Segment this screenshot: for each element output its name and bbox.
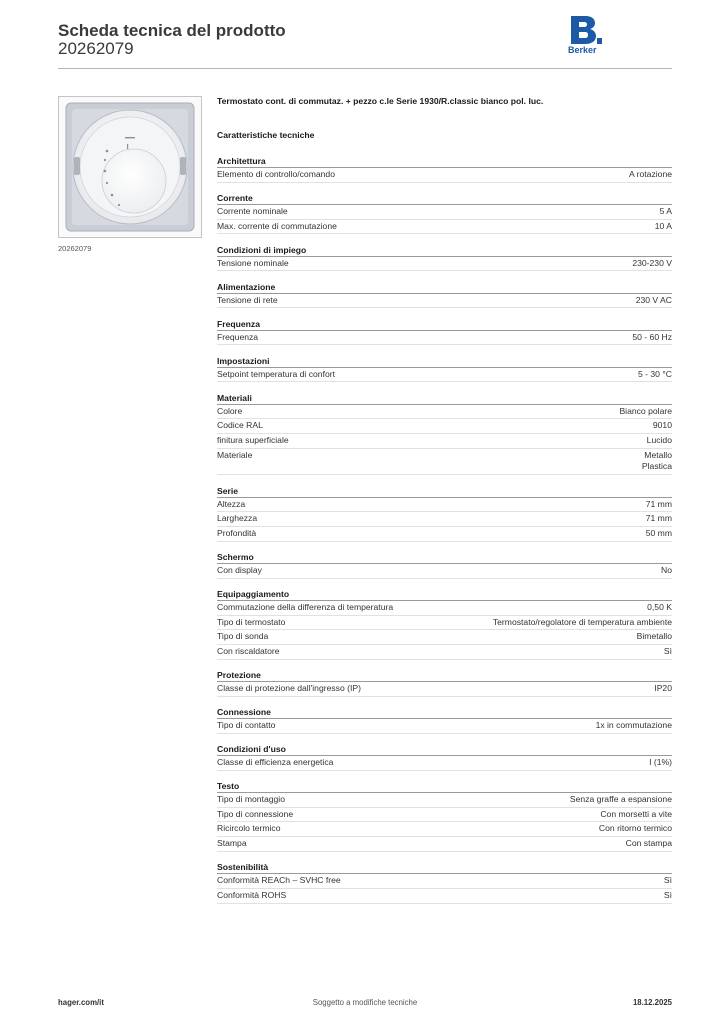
spec-row bbox=[217, 434, 672, 449]
section-title: Testo bbox=[217, 780, 672, 793]
spec-section bbox=[217, 155, 672, 183]
spec-section bbox=[217, 588, 672, 660]
spec-section bbox=[217, 743, 672, 771]
spec-row bbox=[217, 527, 672, 542]
section-title: Corrente bbox=[217, 192, 672, 205]
spec-label: Tensione di rete bbox=[217, 294, 278, 305]
spec-label: Max. corrente di commutazione bbox=[217, 220, 337, 231]
section-title: Impostazioni bbox=[217, 355, 672, 368]
spec-label: Setpoint temperatura di confort bbox=[217, 368, 335, 379]
spec-label: Classe di efficienza energetica bbox=[217, 757, 334, 768]
spec-section bbox=[217, 780, 672, 852]
product-image bbox=[58, 96, 202, 238]
spec-row bbox=[217, 630, 672, 645]
section-title: Protezione bbox=[217, 669, 672, 682]
spec-row bbox=[217, 405, 672, 420]
spec-label: Commutazione della differenza di temperatura bbox=[217, 601, 394, 612]
spec-value: 230 V AC bbox=[635, 294, 672, 305]
spec-label: Con riscaldatore bbox=[217, 646, 280, 657]
spec-section bbox=[217, 244, 672, 272]
spec-row bbox=[217, 257, 672, 272]
spec-row bbox=[217, 564, 672, 579]
spec-value: Sì bbox=[663, 875, 672, 886]
section-title: Serie bbox=[217, 485, 672, 498]
footer-website[interactable]: hager.com/it bbox=[58, 998, 104, 1007]
spec-value: 1x in commutazione bbox=[595, 720, 672, 731]
section-title: Schermo bbox=[217, 551, 672, 564]
section-title: Sostenibilità bbox=[217, 861, 672, 874]
spec-label: Tipo di connessione bbox=[217, 808, 294, 819]
spec-value: 71 mm bbox=[645, 498, 672, 509]
spec-value: 5 A bbox=[659, 206, 672, 216]
spec-row bbox=[217, 808, 672, 823]
product-description: Termostato cont. di commutaz. + pezzo c.le Serie 1930/R.classic bianco pol. luc. bbox=[217, 96, 544, 106]
section-title: Frequenza bbox=[217, 318, 672, 331]
spec-row bbox=[217, 168, 672, 183]
spec-label: Colore bbox=[217, 405, 243, 416]
spec-value: 50 - 60 Hz bbox=[632, 331, 672, 342]
spec-value: Termostato/regolatore di temperatura ambiente bbox=[492, 616, 672, 627]
spec-value: IP20 bbox=[654, 683, 672, 694]
section-title: Equipaggiamento bbox=[217, 588, 672, 601]
product-code: 20262079 bbox=[58, 39, 134, 58]
spec-value: Con morsetti a vite bbox=[600, 808, 672, 819]
section-title: Condizioni di impiego bbox=[217, 244, 672, 257]
spec-value: Sì bbox=[663, 646, 672, 657]
spec-row bbox=[217, 368, 672, 383]
spec-row bbox=[217, 205, 672, 220]
spec-value: Sì bbox=[663, 889, 672, 900]
brand-logo bbox=[566, 15, 606, 57]
berker-logo-icon bbox=[568, 15, 602, 45]
spec-section bbox=[217, 669, 672, 697]
spec-value: 5 - 30 °C bbox=[637, 368, 672, 379]
spec-section bbox=[217, 551, 672, 579]
spec-value: Con ritorno termico bbox=[598, 823, 672, 834]
spec-label: Con display bbox=[217, 564, 262, 575]
spec-row bbox=[217, 719, 672, 734]
page-title: Scheda tecnica del prodotto bbox=[58, 21, 286, 40]
header-divider bbox=[58, 68, 672, 69]
spec-section bbox=[217, 392, 672, 476]
spec-row bbox=[217, 512, 672, 527]
spec-row bbox=[217, 837, 672, 852]
spec-value: I (1%) bbox=[649, 757, 672, 768]
spec-label: Tipo di termostato bbox=[217, 616, 286, 627]
spec-row bbox=[217, 793, 672, 808]
spec-label: Tensione nominale bbox=[217, 257, 289, 268]
spec-content bbox=[217, 95, 672, 913]
section-title: Architettura bbox=[217, 155, 672, 168]
spec-section bbox=[217, 355, 672, 383]
section-title: Condizioni d'uso bbox=[217, 743, 672, 756]
brand-name: Berker bbox=[568, 45, 597, 55]
spec-label: Profondità bbox=[217, 527, 257, 538]
spec-label: Corrente nominale bbox=[217, 206, 288, 216]
image-caption: 20262079 bbox=[58, 244, 92, 253]
spec-label: Stampa bbox=[217, 838, 247, 849]
spec-row bbox=[217, 601, 672, 616]
spec-row bbox=[217, 498, 672, 513]
spec-label: Codice RAL bbox=[217, 420, 263, 431]
spec-label: Tipo di montaggio bbox=[217, 794, 285, 805]
spec-value: Senza graffe a espansione bbox=[569, 794, 672, 805]
spec-label: finitura superficiale bbox=[217, 435, 289, 446]
spec-label: Tipo di sonda bbox=[217, 631, 269, 642]
spec-section bbox=[217, 192, 672, 234]
spec-row bbox=[217, 220, 672, 235]
spec-section bbox=[217, 485, 672, 542]
spec-section bbox=[217, 861, 672, 903]
spec-label: Ricircolo termico bbox=[217, 823, 281, 834]
spec-label: Tipo di contatto bbox=[217, 720, 276, 731]
spec-label: Altezza bbox=[217, 498, 246, 509]
spec-row bbox=[217, 616, 672, 631]
spec-row bbox=[217, 756, 672, 771]
spec-value: 50 mm bbox=[645, 527, 672, 538]
spec-label: Conformità ROHS bbox=[217, 889, 287, 900]
spec-label: Classe di protezione dall'ingresso (IP) bbox=[217, 683, 361, 694]
spec-value: Metallo Plastica bbox=[641, 449, 672, 472]
spec-value: 9010 bbox=[652, 420, 672, 431]
spec-sections bbox=[217, 155, 672, 904]
spec-row bbox=[217, 449, 672, 475]
spec-value: 0,50 K bbox=[647, 601, 672, 612]
spec-value: A rotazione bbox=[629, 169, 672, 179]
thermostat-illustration bbox=[59, 97, 201, 237]
spec-section bbox=[217, 318, 672, 346]
footer-date: 18.12.2025 bbox=[632, 998, 672, 1007]
spec-row bbox=[217, 682, 672, 697]
section-title: Materiali bbox=[217, 392, 672, 405]
spec-row bbox=[217, 889, 672, 904]
section-title: Alimentazione bbox=[217, 281, 672, 294]
spec-row bbox=[217, 874, 672, 889]
spec-label: Frequenza bbox=[217, 331, 259, 342]
spec-section bbox=[217, 706, 672, 734]
section-title: Connessione bbox=[217, 706, 672, 719]
spec-value: Lucido bbox=[646, 435, 672, 446]
spec-value: Bianco polare bbox=[619, 405, 672, 416]
spec-label: Larghezza bbox=[217, 513, 258, 524]
spec-value: 71 mm bbox=[645, 513, 672, 524]
spec-section bbox=[217, 281, 672, 309]
spec-value: No bbox=[661, 564, 672, 575]
spec-row bbox=[217, 419, 672, 434]
tech-heading: Caratteristiche tecniche bbox=[217, 130, 315, 140]
spec-row bbox=[217, 822, 672, 837]
footer-notice: Soggetto a modifiche tecniche bbox=[312, 998, 418, 1007]
spec-label: Elemento di controllo/comando bbox=[217, 169, 335, 179]
spec-label: Conformità REACh – SVHC free bbox=[217, 875, 341, 886]
spec-value: 10 A bbox=[654, 220, 672, 231]
spec-label: Materiale bbox=[217, 449, 253, 460]
spec-value: 230-230 V bbox=[632, 257, 672, 268]
spec-value: Con stampa bbox=[625, 838, 672, 849]
spec-value: Bimetallo bbox=[636, 631, 672, 642]
spec-row bbox=[217, 294, 672, 309]
spec-row bbox=[217, 645, 672, 660]
spec-row bbox=[217, 331, 672, 346]
